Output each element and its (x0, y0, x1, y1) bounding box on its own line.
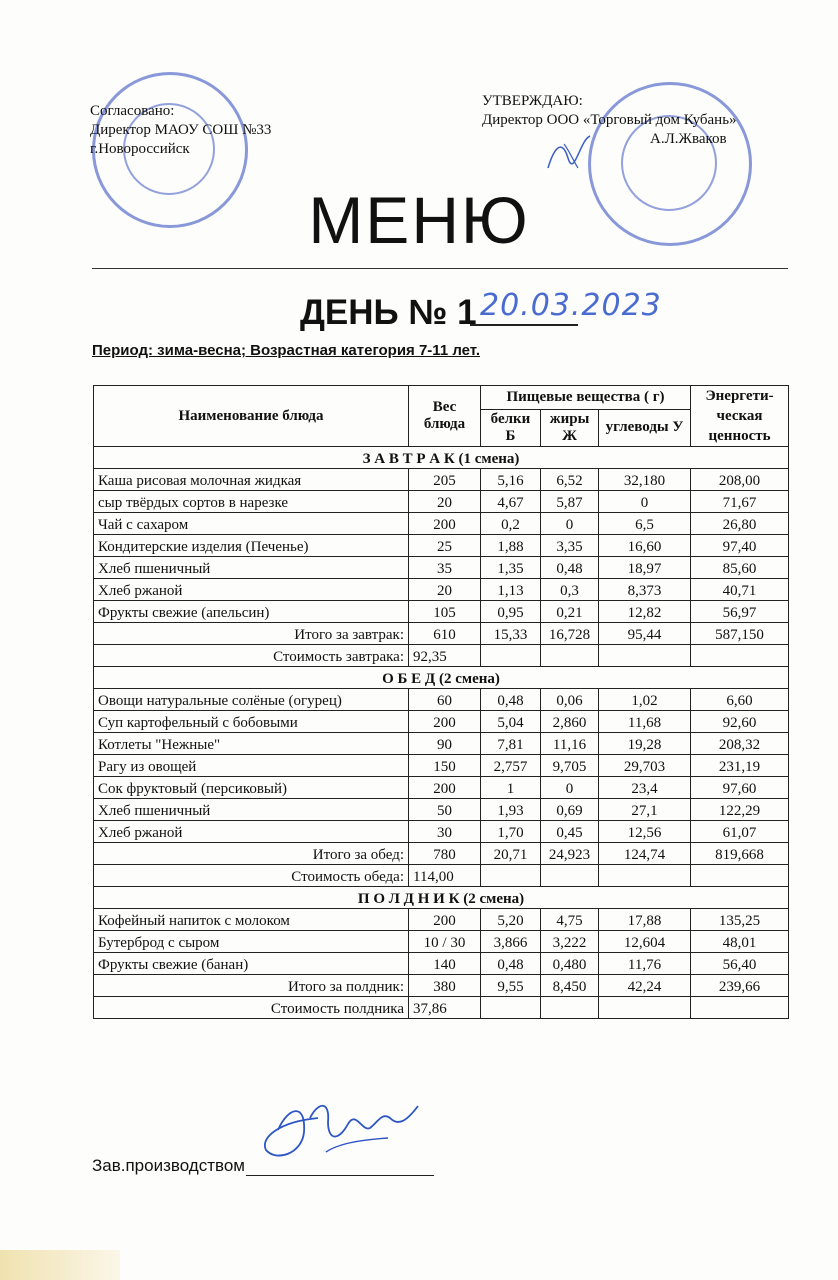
cell-weight: 150 (409, 755, 481, 777)
cell-fat: 4,75 (541, 909, 599, 931)
cell-fat: 0,06 (541, 689, 599, 711)
cell-energy: 71,67 (691, 491, 789, 513)
table-row (94, 469, 789, 491)
cost-row (94, 865, 789, 887)
table-row (94, 513, 789, 535)
cost-row (94, 645, 789, 667)
total-weight: 610 (409, 623, 481, 645)
cost-label: Стоимость обеда: (94, 865, 409, 887)
cell-weight: 20 (409, 579, 481, 601)
total-label: Итого за завтрак: (94, 623, 409, 645)
section-header-row (94, 887, 789, 909)
empty-cell (599, 865, 691, 887)
cell-carbs: 29,703 (599, 755, 691, 777)
paper-edge (0, 1250, 120, 1280)
cell-weight: 20 (409, 491, 481, 513)
cell-carbs: 12,82 (599, 601, 691, 623)
table-row (94, 777, 789, 799)
cell-protein: 0,48 (481, 689, 541, 711)
empty-cell (691, 645, 789, 667)
cell-weight: 200 (409, 513, 481, 535)
cell-carbs: 23,4 (599, 777, 691, 799)
cell-dish-name: Фрукты свежие (банан) (94, 953, 409, 975)
cell-dish-name: Кофейный напиток с молоком (94, 909, 409, 931)
cell-weight: 90 (409, 733, 481, 755)
cell-energy: 26,80 (691, 513, 789, 535)
total-carbs: 124,74 (599, 843, 691, 865)
approval-left-line: Согласовано: (90, 103, 175, 119)
handwritten-date: 20.03.2023 (480, 288, 662, 323)
period-line: Период: зима-весна; Возрастная категория 7-11 лет. (92, 342, 481, 359)
total-weight: 780 (409, 843, 481, 865)
cell-protein: 1 (481, 777, 541, 799)
cost-label: Стоимость полдника (94, 997, 409, 1019)
director-signature (540, 128, 600, 178)
cell-weight: 140 (409, 953, 481, 975)
cell-fat: 0,45 (541, 821, 599, 843)
approval-block-right (482, 92, 737, 149)
cell-weight: 60 (409, 689, 481, 711)
approval-block-left (90, 102, 271, 159)
column-header-weight: Вес блюда (409, 386, 481, 447)
total-row (94, 623, 789, 645)
cell-protein: 0,48 (481, 953, 541, 975)
table-row (94, 557, 789, 579)
total-energy: 239,66 (691, 975, 789, 997)
table-row (94, 931, 789, 953)
cost-value: 37,86 (409, 997, 481, 1019)
cell-fat: 11,16 (541, 733, 599, 755)
cell-carbs: 32,180 (599, 469, 691, 491)
cell-fat: 5,87 (541, 491, 599, 513)
cell-energy: 61,07 (691, 821, 789, 843)
cell-protein: 1,13 (481, 579, 541, 601)
column-header-energy: Энергети-ческая ценность (691, 386, 789, 447)
cell-protein: 0,2 (481, 513, 541, 535)
cell-energy: 40,71 (691, 579, 789, 601)
section-title: П О Л Д Н И К (2 смена) (94, 887, 789, 909)
empty-cell (481, 865, 541, 887)
cell-protein: 1,35 (481, 557, 541, 579)
cost-value: 114,00 (409, 865, 481, 887)
empty-cell (481, 997, 541, 1019)
cell-carbs: 16,60 (599, 535, 691, 557)
column-header-protein: белки Б (481, 409, 541, 446)
cell-protein: 3,866 (481, 931, 541, 953)
cell-energy: 6,60 (691, 689, 789, 711)
empty-cell (599, 645, 691, 667)
total-carbs: 42,24 (599, 975, 691, 997)
cell-fat: 6,52 (541, 469, 599, 491)
cell-energy: 92,60 (691, 711, 789, 733)
cell-carbs: 11,68 (599, 711, 691, 733)
approval-right-line: А.Л.Жваков (650, 131, 727, 147)
page-title: МЕНЮ (308, 183, 530, 257)
cell-energy: 97,60 (691, 777, 789, 799)
table-row (94, 821, 789, 843)
total-protein: 20,71 (481, 843, 541, 865)
cell-dish-name: Котлеты "Нежные" (94, 733, 409, 755)
cell-fat: 0 (541, 777, 599, 799)
cell-energy: 85,60 (691, 557, 789, 579)
empty-cell (541, 865, 599, 887)
cell-dish-name: Бутерброд с сыром (94, 931, 409, 953)
day-heading: ДЕНЬ № 1 (300, 293, 477, 332)
section-title: О Б Е Д (2 смена) (94, 667, 789, 689)
signature-label: Зав.производством (92, 1156, 245, 1175)
total-fat: 16,728 (541, 623, 599, 645)
cell-carbs: 11,76 (599, 953, 691, 975)
total-label: Итого за полдник: (94, 975, 409, 997)
cell-dish-name: Суп картофельный с бобовыми (94, 711, 409, 733)
column-header-nutrients: Пищевые вещества ( г) (481, 386, 691, 410)
cell-dish-name: Хлеб пшеничный (94, 799, 409, 821)
cell-fat: 2,860 (541, 711, 599, 733)
table-row (94, 733, 789, 755)
total-weight: 380 (409, 975, 481, 997)
cell-fat: 9,705 (541, 755, 599, 777)
cell-energy: 208,00 (691, 469, 789, 491)
cell-protein: 0,95 (481, 601, 541, 623)
cell-weight: 10 / 30 (409, 931, 481, 953)
cell-weight: 35 (409, 557, 481, 579)
cell-energy: 97,40 (691, 535, 789, 557)
total-fat: 8,450 (541, 975, 599, 997)
table-row (94, 711, 789, 733)
cell-fat: 0 (541, 513, 599, 535)
cell-carbs: 19,28 (599, 733, 691, 755)
cell-carbs: 27,1 (599, 799, 691, 821)
empty-cell (691, 865, 789, 887)
section-title: З А В Т Р А К (1 смена) (94, 447, 789, 469)
cell-carbs: 8,373 (599, 579, 691, 601)
cell-protein: 1,70 (481, 821, 541, 843)
column-header-carbs: углеводы У (599, 409, 691, 446)
cell-protein: 2,757 (481, 755, 541, 777)
table-row (94, 491, 789, 513)
cell-protein: 4,67 (481, 491, 541, 513)
cell-energy: 56,40 (691, 953, 789, 975)
section-header-row (94, 667, 789, 689)
empty-cell (691, 997, 789, 1019)
cell-dish-name: Каша рисовая молочная жидкая (94, 469, 409, 491)
total-protein: 9,55 (481, 975, 541, 997)
menu-table-body (94, 447, 789, 1019)
cell-carbs: 12,604 (599, 931, 691, 953)
cell-weight: 200 (409, 777, 481, 799)
cell-carbs: 1,02 (599, 689, 691, 711)
cell-energy: 135,25 (691, 909, 789, 931)
cell-weight: 205 (409, 469, 481, 491)
cell-carbs: 12,56 (599, 821, 691, 843)
cell-energy: 122,29 (691, 799, 789, 821)
cell-weight: 200 (409, 909, 481, 931)
table-row (94, 799, 789, 821)
cell-dish-name: Рагу из овощей (94, 755, 409, 777)
table-row (94, 755, 789, 777)
signature-line (246, 1175, 434, 1176)
cell-fat: 3,35 (541, 535, 599, 557)
table-row (94, 535, 789, 557)
column-header-fat: жиры Ж (541, 409, 599, 446)
cell-fat: 0,69 (541, 799, 599, 821)
total-row (94, 843, 789, 865)
total-fat: 24,923 (541, 843, 599, 865)
cell-dish-name: Фрукты свежие (апельсин) (94, 601, 409, 623)
cell-weight: 30 (409, 821, 481, 843)
cell-protein: 5,20 (481, 909, 541, 931)
cell-carbs: 0 (599, 491, 691, 513)
table-row (94, 689, 789, 711)
cell-energy: 48,01 (691, 931, 789, 953)
total-energy: 819,668 (691, 843, 789, 865)
cost-row (94, 997, 789, 1019)
cell-carbs: 6,5 (599, 513, 691, 535)
table-row (94, 579, 789, 601)
table-row (94, 909, 789, 931)
cell-protein: 5,16 (481, 469, 541, 491)
title-divider (92, 268, 788, 269)
cell-carbs: 17,88 (599, 909, 691, 931)
empty-cell (541, 645, 599, 667)
total-carbs: 95,44 (599, 623, 691, 645)
menu-table (93, 385, 789, 1019)
cell-dish-name: Сок фруктовый (персиковый) (94, 777, 409, 799)
cell-weight: 50 (409, 799, 481, 821)
total-label: Итого за обед: (94, 843, 409, 865)
cell-dish-name: Кондитерские изделия (Печенье) (94, 535, 409, 557)
column-header-name: Наименование блюда (94, 386, 409, 447)
cell-protein: 7,81 (481, 733, 541, 755)
table-row (94, 953, 789, 975)
approval-right-line: УТВЕРЖДАЮ: (482, 93, 583, 109)
cost-value: 92,35 (409, 645, 481, 667)
cell-dish-name: Хлеб ржаной (94, 821, 409, 843)
empty-cell (541, 997, 599, 1019)
total-energy: 587,150 (691, 623, 789, 645)
approval-right-line: Директор ООО «Торговый дом Кубань» (482, 112, 737, 128)
cell-protein: 5,04 (481, 711, 541, 733)
cell-weight: 25 (409, 535, 481, 557)
table-row (94, 601, 789, 623)
cell-dish-name: Хлеб пшеничный (94, 557, 409, 579)
cell-fat: 0,21 (541, 601, 599, 623)
cell-fat: 0,48 (541, 557, 599, 579)
cost-label: Стоимость завтрака: (94, 645, 409, 667)
cell-carbs: 18,97 (599, 557, 691, 579)
cell-fat: 0,480 (541, 953, 599, 975)
empty-cell (599, 997, 691, 1019)
total-row (94, 975, 789, 997)
cell-energy: 231,19 (691, 755, 789, 777)
day-underline (470, 324, 578, 326)
cell-fat: 3,222 (541, 931, 599, 953)
section-header-row (94, 447, 789, 469)
cell-energy: 56,97 (691, 601, 789, 623)
cell-protein: 1,88 (481, 535, 541, 557)
total-protein: 15,33 (481, 623, 541, 645)
empty-cell (481, 645, 541, 667)
cell-dish-name: Хлеб ржаной (94, 579, 409, 601)
cell-dish-name: сыр твёрдых сортов в нарезке (94, 491, 409, 513)
cell-protein: 1,93 (481, 799, 541, 821)
cell-dish-name: Чай с сахаром (94, 513, 409, 535)
cell-dish-name: Овощи натуральные солёные (огурец) (94, 689, 409, 711)
approval-left-line: г.Новороссийск (90, 141, 190, 157)
cell-energy: 208,32 (691, 733, 789, 755)
cell-fat: 0,3 (541, 579, 599, 601)
handwritten-signature (258, 1092, 428, 1172)
approval-left-line: Директор МАОУ СОШ №33 (90, 122, 272, 138)
cell-weight: 105 (409, 601, 481, 623)
cell-weight: 200 (409, 711, 481, 733)
